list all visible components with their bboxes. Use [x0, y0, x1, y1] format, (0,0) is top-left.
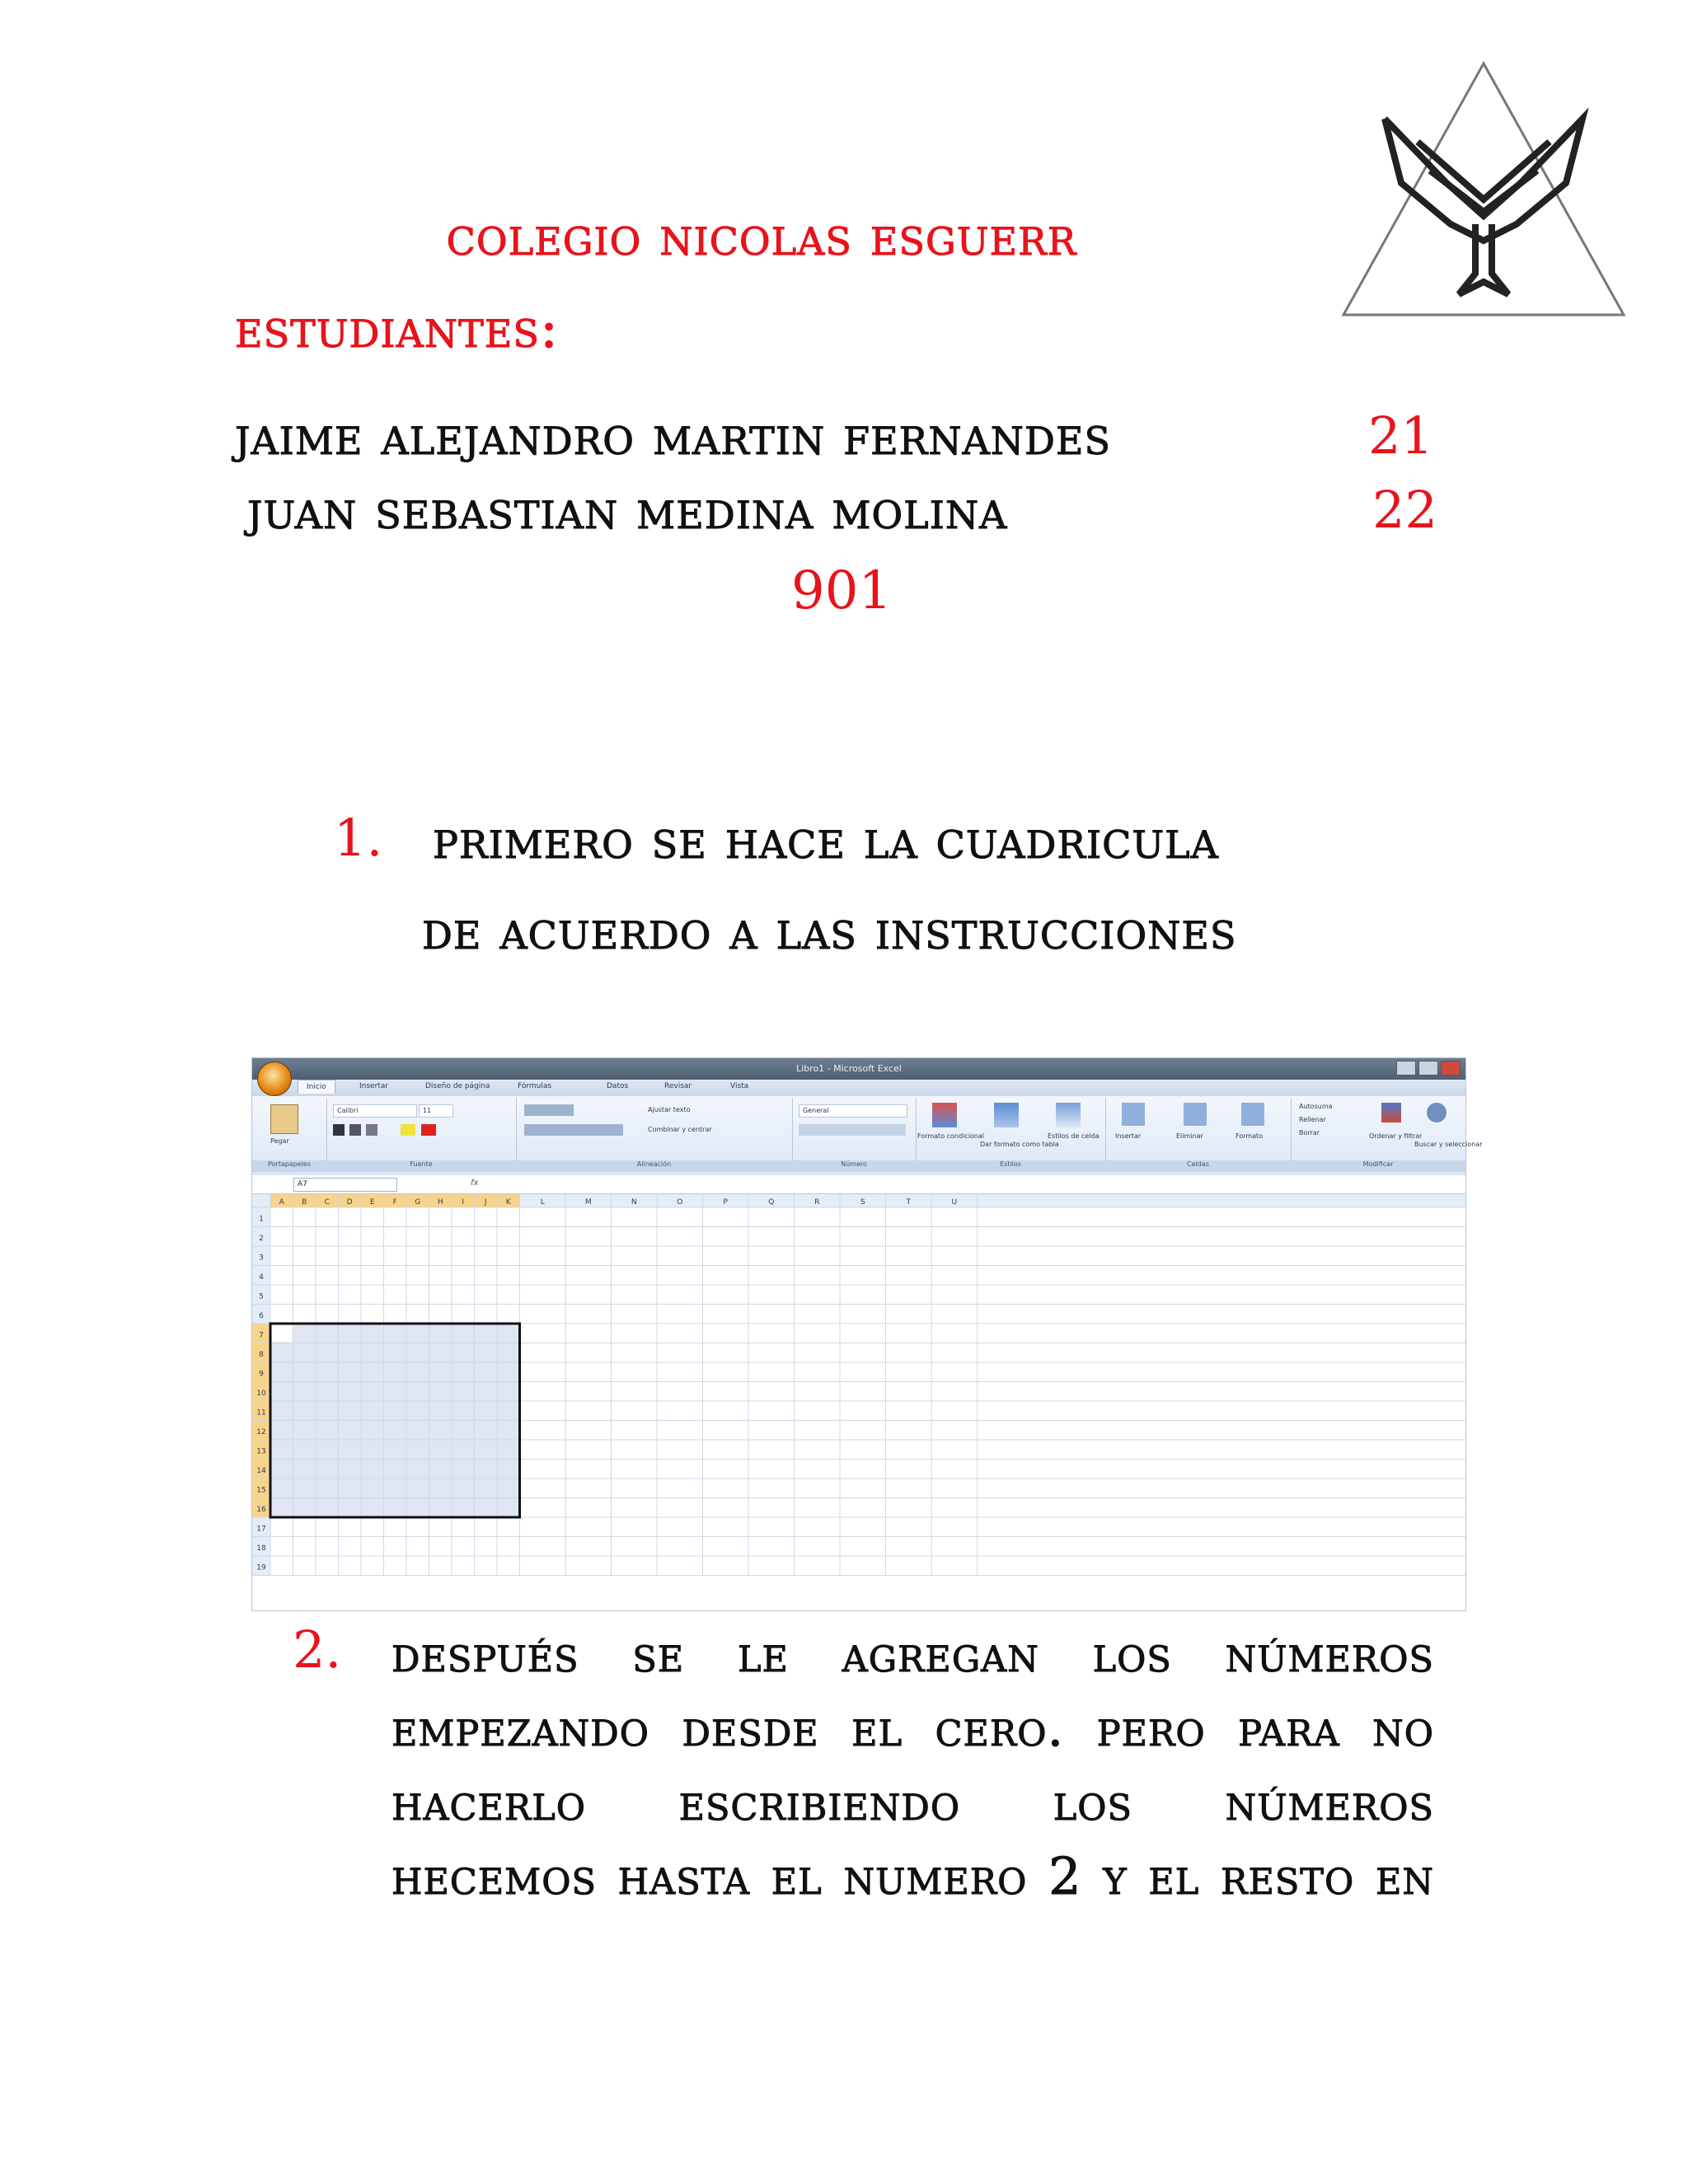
group-label: Número [792, 1160, 916, 1172]
column-header: L [540, 1198, 545, 1207]
conditional-format-icon[interactable] [932, 1103, 957, 1127]
insert-label: Insertar [1115, 1132, 1142, 1140]
student-name: jaime alejandro martin fernandes [235, 404, 1112, 467]
font-size-select[interactable]: 11 [419, 1104, 453, 1118]
row-header: 4 [259, 1273, 264, 1282]
paste-icon[interactable] [270, 1104, 298, 1134]
format-label: Formato [1236, 1132, 1264, 1140]
sort-filter-label: Ordenar y filtrar [1369, 1132, 1423, 1140]
group-label: Modificar [1291, 1160, 1465, 1172]
row-header: 16 [256, 1506, 266, 1514]
row-header: 15 [256, 1486, 266, 1495]
window-title: Libro1 - Microsoft Excel [796, 1063, 902, 1074]
close-icon[interactable] [1441, 1061, 1461, 1076]
row-header: 6 [259, 1312, 264, 1320]
column-header: A [279, 1198, 284, 1207]
column-header: P [723, 1198, 728, 1207]
row-header: 3 [259, 1254, 264, 1263]
tab-datos[interactable]: Datos [607, 1082, 629, 1090]
step-text: empezando desde el cero. pero para no [392, 1698, 1434, 1758]
fill-button[interactable]: Rellenar [1299, 1116, 1326, 1123]
group-label: Alineación [516, 1160, 792, 1172]
row-header: 8 [259, 1351, 264, 1359]
student-name: juan sebastian medina molina [247, 478, 1008, 541]
tab-inicio[interactable]: Inicio [298, 1080, 335, 1094]
align-icon[interactable] [524, 1104, 574, 1116]
tab-formulas[interactable]: Fórmulas [518, 1082, 552, 1090]
column-header: E [369, 1198, 375, 1207]
group-clipboard [252, 1098, 327, 1172]
find-select-icon[interactable] [1427, 1103, 1447, 1122]
fill-color-icon[interactable] [401, 1124, 415, 1136]
formula-bar [252, 1175, 1465, 1194]
column-header: B [302, 1198, 307, 1207]
step-text: después se le agregan los números [392, 1624, 1434, 1684]
ribbon-tabs [252, 1080, 1465, 1096]
column-header: C [324, 1198, 330, 1207]
underline-icon[interactable] [366, 1124, 377, 1136]
group-cells [1105, 1098, 1292, 1172]
column-header: T [906, 1198, 911, 1207]
excel-screenshot [251, 1057, 1483, 1611]
row-header: 7 [259, 1331, 264, 1340]
autosum-button[interactable]: Autosuma [1299, 1103, 1333, 1110]
conditional-format-label: Formato condicional [917, 1132, 985, 1140]
row-header: 1 [259, 1215, 264, 1224]
office-button[interactable] [257, 1062, 292, 1096]
row-header: 14 [256, 1467, 266, 1475]
row-header: 19 [256, 1563, 266, 1572]
ribbon [252, 1096, 1483, 1176]
wrap-text-button[interactable]: Ajustar texto [648, 1106, 691, 1113]
clear-button[interactable]: Borrar [1299, 1129, 1320, 1137]
step-number: 1. [334, 808, 383, 868]
tab-diseno[interactable]: Diseño de página [425, 1082, 490, 1090]
group-label: Fuente [326, 1160, 516, 1172]
column-header: S [860, 1198, 865, 1207]
bold-icon[interactable] [333, 1124, 345, 1136]
step-text-block [392, 1624, 1434, 1920]
group-number: 901 [791, 560, 893, 621]
row-header: 12 [256, 1428, 266, 1436]
step-text: hecemos hasta el numero 2 y el resto en [392, 1846, 1434, 1906]
cell-styles-label: Estilos de celda [1048, 1132, 1100, 1140]
step-text: de acuerdo a las instrucciones [422, 898, 1237, 962]
school-logo [1339, 59, 1628, 323]
number-format-select[interactable]: General [799, 1104, 907, 1118]
maximize-icon[interactable] [1418, 1061, 1438, 1076]
row-header: 9 [259, 1370, 264, 1379]
insert-cells-icon[interactable] [1122, 1103, 1145, 1126]
tab-vista[interactable]: Vista [730, 1082, 749, 1090]
font-name-select[interactable]: Calibri [333, 1104, 417, 1118]
delete-label: Eliminar [1176, 1132, 1203, 1140]
column-header: Q [768, 1198, 775, 1207]
row-header: 10 [256, 1390, 266, 1398]
sort-filter-icon[interactable] [1381, 1103, 1401, 1122]
column-header: R [814, 1198, 820, 1207]
table-format-icon[interactable] [994, 1103, 1019, 1127]
table-format-label: Dar formato como tabla [980, 1141, 1059, 1148]
column-header: G [415, 1198, 421, 1207]
active-cell [271, 1324, 293, 1343]
group-label: Portapapeles [252, 1160, 326, 1172]
group-editing [1291, 1098, 1483, 1172]
fx-icon[interactable]: fx [471, 1179, 479, 1188]
column-header: D [346, 1198, 353, 1207]
student-number: 22 [1372, 480, 1437, 540]
column-header: M [584, 1198, 592, 1207]
column-header: J [484, 1198, 487, 1207]
step-text: hacerlo escribiendo los números [392, 1772, 1434, 1832]
excel-titlebar [252, 1058, 1465, 1080]
column-header: F [392, 1198, 397, 1207]
spreadsheet-grid[interactable] [252, 1194, 1465, 1610]
name-box[interactable]: A7 [293, 1178, 397, 1192]
paste-label: Pegar [270, 1137, 289, 1145]
column-header: U [951, 1198, 958, 1207]
group-alignment [516, 1098, 793, 1172]
tab-insertar[interactable]: Insertar [359, 1082, 389, 1090]
students-label: estudiantes: [235, 297, 560, 360]
group-styles [916, 1098, 1106, 1172]
row-header: 17 [256, 1525, 266, 1534]
italic-icon[interactable] [349, 1124, 361, 1136]
column-header: N [631, 1198, 637, 1207]
row-header: 18 [256, 1544, 266, 1553]
column-header: I [462, 1198, 465, 1207]
minimize-icon[interactable] [1396, 1061, 1416, 1076]
format-cells-icon[interactable] [1241, 1103, 1264, 1126]
number-tools-icon[interactable] [799, 1124, 906, 1136]
group-number [792, 1098, 917, 1172]
tab-revisar[interactable]: Revisar [664, 1082, 692, 1090]
align-horizontal-icon[interactable] [524, 1124, 623, 1136]
row-header: 2 [259, 1235, 264, 1243]
delete-cells-icon[interactable] [1184, 1103, 1207, 1126]
group-label: Estilos [916, 1160, 1105, 1172]
school-title: colegio nicolas esguerr [446, 204, 1077, 268]
group-label: Celdas [1105, 1160, 1291, 1172]
cell-styles-icon[interactable] [1056, 1103, 1081, 1127]
column-header: H [437, 1198, 443, 1207]
column-header: K [505, 1198, 511, 1207]
window-controls [1396, 1061, 1461, 1076]
student-number: 21 [1368, 405, 1433, 466]
row-header: 11 [256, 1408, 266, 1418]
merge-center-button[interactable]: Combinar y centrar [648, 1126, 712, 1133]
column-header: O [677, 1198, 683, 1207]
find-select-label: Buscar y seleccionar [1414, 1141, 1483, 1148]
font-color-icon[interactable] [421, 1124, 436, 1136]
row-header: 13 [256, 1447, 266, 1456]
step-number: 2. [293, 1619, 342, 1680]
step-text: primero se hace la cuadricula [433, 808, 1219, 871]
row-header: 5 [259, 1292, 264, 1301]
group-font [326, 1098, 517, 1172]
